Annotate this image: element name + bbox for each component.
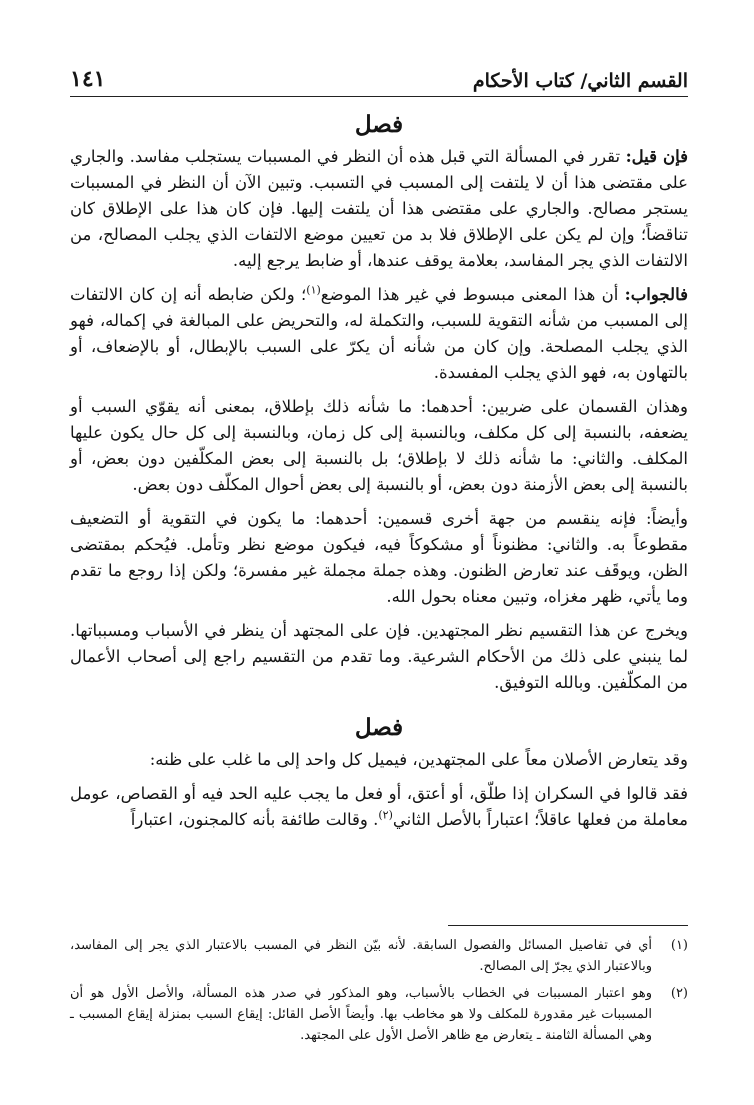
paragraph-lead: فالجواب: (624, 285, 688, 304)
paragraph-text: وقد يتعارض الأصلان معاً على المجتهدين، فيميل كل واحد إلى ما غلب على ظنه: (149, 750, 688, 769)
footnote-text: أي في تفاصيل المسائل والفصول السابقة. لأنه بيّن النظر في المسبب بالاعتبار الذي يجر إلى المفاسد، وبالاعتبار الذي يجرّ إلى المصالح. (70, 938, 652, 974)
section-2 (70, 714, 688, 833)
footnote-number: (١) (670, 938, 688, 953)
footnotes (70, 935, 688, 1052)
paragraph-lead: فإن قيل: (625, 147, 689, 166)
paragraph-also (70, 506, 688, 610)
footnote-ref: (٢) (378, 808, 393, 822)
paragraph-text: فقد قالوا في السكران إذا طلّق، أو أعتق، أو فعل ما يجب عليه الحد فيه أو القصاص، عومل معاملة من فعلها عاقلاً؛ اعتباراً بالأصل الثاني (70, 784, 688, 829)
footnote-number: (٢) (670, 986, 688, 1001)
paragraph-mujtahid (70, 618, 688, 696)
paragraph-text-cont: ؛ ولكن ضابطه أنه إن كان الالتفات إلى المسبب من شأنه التقوية للسبب، والتكملة له، والتحريض على المبالغة في إكماله، فهو الذي يجلب المصلحة. وإن كان من شأنه أن يكرّ على السبب بالإبطال، أو بالإضعاف، أو بالتهاون به، فهو الذي يجلب المفسدة. (70, 285, 688, 382)
paragraph-text: تقرر في المسألة التي قبل هذه أن النظر في المسببات يستجلب مفاسد. والجاري على مقتضى هذا أن لا يلتفت إلى المسبب في التسبب. وتبين الآن أن النظر في المسببات يستجر مصالح. والجاري على مقتضى هذا أن يلتفت إليها. فإن كان هذا على الإطلاق كان تناقضاً؛ وإن لم يكن على الإطلاق فلا بد من تعيين موضع الالتفات الذي يجلب المصالح، من الالتفات الذي يجر المفاسد، بعلامة يوقف عندها، أو ضابط يرجع إليه. (70, 147, 688, 270)
section-title: فصل (354, 111, 404, 138)
paragraph-answer (70, 282, 688, 386)
page-number: ١٤١ (70, 66, 106, 92)
footnote (70, 935, 688, 977)
paragraph-text: وأيضاً: فإنه ينقسم من جهة أخرى قسمين: أحدهما: ما يكون في التقوية أو التضعيف مقطوعاً به. والثاني: مظنوناً أو مشكوكاً فيه، فيكون موضع نظر وتأمل. فيُحكم بمقتضى الظن، ويوقَف عند تعارض الظنون. وهذه جملة مجملة غير مفسرة؛ ولكن إذا روجع ما تقدم وما يأتي، ظهر مغزاه، وتبين معناه بحول الله. (70, 509, 688, 606)
footnote-ref: (١) (306, 283, 321, 297)
paragraph-text: ويخرج عن هذا التقسيم نظر المجتهدين. فإن على المجتهد أن ينظر في الأسباب ومسبباتها. لما ينبني على ذلك من الأحكام الشرعية. وما تقدم من التقسيم راجع إلى أصحاب الأعمال من المكلّفين. وبالله التوفيق. (70, 621, 688, 692)
section-1 (70, 111, 688, 696)
section-title: فصل (354, 714, 404, 741)
paragraph-text: وهذان القسمان على ضربين: أحدهما: ما شأنه ذلك بإطلاق، بمعنى أنه يقوّي السبب أو يضعفه، بالنسبة إلى كل مكلف، وبالنسبة إلى كل زمان، وبالنسبة إلى كل حال يكون عليها المكلف. والثاني: ما شأنه ذلك لا بإطلاق؛ بل بالنسبة إلى بعض المكلّفين دون بعض، أو بالنسبة إلى بعض الأزمنة دون بعض، أو بالنسبة إلى بعض أحوال المكلّف دون بعض. (70, 397, 688, 494)
paragraph-text: أن هذا المعنى مبسوط في غير هذا الموضع (320, 285, 625, 304)
footnote-text: وهو اعتبار المسببات في الخطاب بالأسباب، وهو المذكور في صدر هذه المسألة، والأصل الأول هو أن المسببات غير مقدورة للمكلف ولا هو مخاطب بها. وأيضاً الأصل القائل: إيقاع السبب بمنزلة إيقاع المسبب ـ وهي المسألة الثامنة ـ يتعارض مع ظاهر الأصل الأول على المجتهد. (70, 986, 652, 1043)
paragraph-text-cont: . وقالت طائفة بأنه كالمجنون، اعتباراً (130, 810, 379, 829)
footnote (70, 983, 688, 1046)
paragraph-drunk (70, 781, 688, 833)
paragraph-conflict (70, 747, 688, 773)
running-title: القسم الثاني/ كتاب الأحكام (472, 70, 688, 92)
paragraph-two-types (70, 394, 688, 498)
paragraph-question (70, 144, 688, 274)
footnote-divider (448, 925, 688, 926)
page-header (70, 58, 688, 97)
